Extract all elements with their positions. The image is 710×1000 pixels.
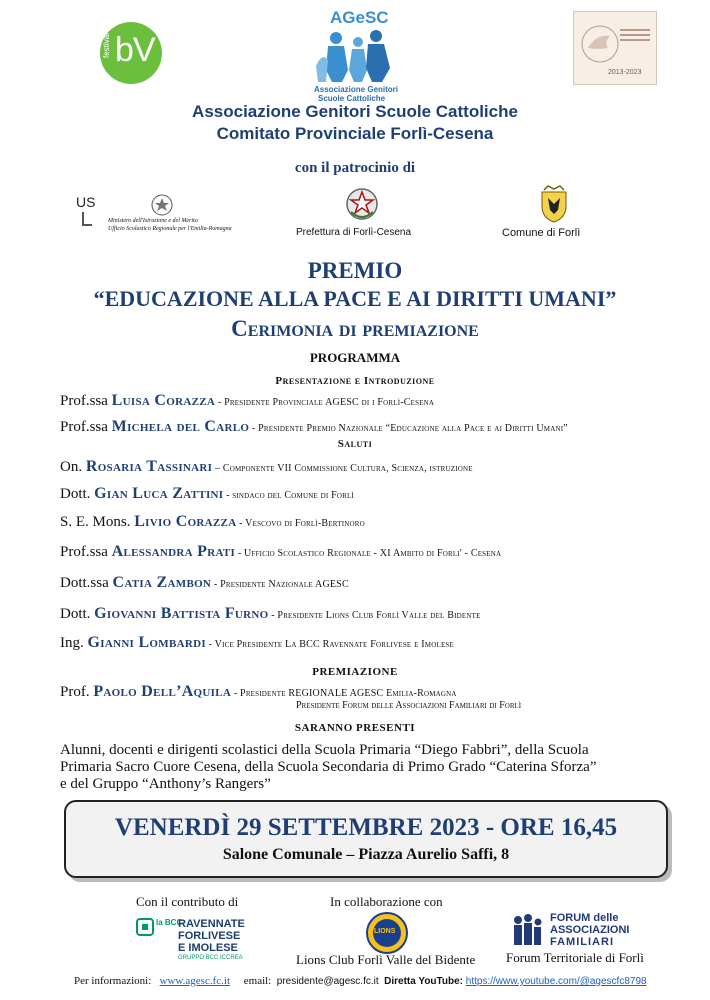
title-premio: PREMIO <box>307 258 403 283</box>
email-label: email: <box>243 975 272 987</box>
presenti-line: Primaria Sacro Cuore Cesena, della Scuola Secondaria di Primo Grado “Caterina Sforza” <box>60 759 597 775</box>
speaker-row <box>60 634 454 652</box>
speaker-role: - sindaco del Comune di Forlì <box>223 490 355 501</box>
patronage-label: con il patrocinio di <box>294 160 416 176</box>
programma-heading: PROGRAMMA <box>309 350 401 365</box>
speaker-honorific: Prof. <box>60 684 94 700</box>
prefecture-emblem-icon <box>345 186 379 222</box>
speaker-role: - Vice Presidente La BCC Ravennate Forlivese e Imolese <box>205 639 454 650</box>
speaker-row <box>60 574 349 592</box>
speaker-row <box>60 418 568 436</box>
speaker-role: - Presidente Premio Nazionale “Educazione alla Pace e ai Diritti Umani” <box>249 423 568 434</box>
speaker-name: Paolo Dell’Aquila <box>93 683 232 700</box>
org-name: Associazione Genitori Scuole Cattoliche <box>192 102 518 121</box>
agesc-logo-text: AGeSC <box>330 8 389 27</box>
footer-info <box>74 975 647 987</box>
bcc-name-line3: E IMOLESE <box>178 942 238 954</box>
speaker-name: Livio Corazza <box>134 513 237 530</box>
event-date: VENERDÌ 29 SETTEMBRE 2023 - ORE 16,45 <box>114 814 618 841</box>
family-group-icon <box>510 914 546 948</box>
forum-name-line1: FORUM delle <box>550 912 619 924</box>
speaker-role: - Ufficio Scolastico Regionale - XI Ambito di Forli' - Cesena <box>235 548 502 559</box>
bcc-logo <box>136 914 256 966</box>
bcc-name-line2: FORLIVESE <box>178 930 241 942</box>
seal-years: 2013-2023 <box>608 69 642 76</box>
youtube-label: Diretta YouTube: <box>384 976 464 987</box>
section-intro: Presentazione e Introduzione <box>275 375 435 387</box>
speaker-row <box>60 605 481 623</box>
presenti-text <box>60 742 700 793</box>
festival-logo-small: festival <box>102 33 111 58</box>
speaker-honorific: On. <box>60 459 86 475</box>
prefecture-label: Prefettura di Forlì-Cesena <box>296 227 412 238</box>
speaker-honorific: Ing. <box>60 635 88 651</box>
forum-name-line2: ASSOCIAZIONI <box>550 924 630 936</box>
org-committee: Comitato Provinciale Forlì-Cesena <box>216 124 494 143</box>
speaker-name: Gianni Lombardi <box>87 634 206 651</box>
speaker-row <box>60 683 457 701</box>
youtube-link[interactable]: https://www.youtube.com/@agescfc8798 <box>465 976 647 987</box>
speaker-honorific: Prof.ssa <box>60 419 112 435</box>
bcc-symbol-icon <box>136 918 154 936</box>
speaker-role: - Presidente Lions Club Forlì Valle del Bidente <box>268 610 481 621</box>
lions-logo <box>366 912 408 954</box>
section-saluti: Saluti <box>337 438 373 450</box>
lions-badge-text: LIONS <box>374 928 396 935</box>
speaker-name: Giovanni Battista Furno <box>94 605 269 622</box>
collab-label: In collaborazione con <box>330 894 443 909</box>
comune-label: Comune di Forlì <box>502 227 581 239</box>
speaker-name: Michela del Carlo <box>111 418 250 435</box>
speaker-honorific: Prof.ssa <box>60 544 112 560</box>
speaker-role: – Componente VII Commissione Cultura, Scienza, istruzione <box>212 463 473 474</box>
us-logo <box>76 194 96 228</box>
speaker-role: - Presidente REGIONALE AGESC Emilia-Romagna <box>231 688 457 699</box>
speaker-name: Luisa Corazza <box>111 392 216 409</box>
dove-icon <box>580 22 620 66</box>
presenti-line: Alunni, docenti e dirigenti scolastici della Scuola Primaria “Diego Fabbri”, della Scuola <box>60 742 589 758</box>
speaker-row <box>60 513 365 531</box>
ministry-label: Ministero dell'Istruzione e del Merito <box>108 218 198 224</box>
contrib-label: Con il contributo di <box>136 894 239 909</box>
section-presenti: SARANNO PRESENTI <box>294 722 416 734</box>
speaker-row <box>60 485 354 503</box>
bcc-group: GRUPPO BCC ICCREA <box>178 955 243 961</box>
title-ceremony: Cerimonia di premiazione <box>231 316 479 341</box>
forum-name-line3: FAMILIARI <box>550 936 614 948</box>
speaker-honorific: Dott. <box>60 606 95 622</box>
agesc-logo-sub1: Associazione Genitori <box>314 85 399 94</box>
section-premiazione: PREMIAZIONE <box>312 666 398 678</box>
comune-crest-icon <box>536 184 572 224</box>
speaker-name: Gian Luca Zattini <box>94 485 224 502</box>
speaker-row <box>60 458 473 476</box>
speaker-role: - Vescovo di Forlì-Bertinoro <box>236 518 365 529</box>
forum-logo <box>510 912 690 952</box>
speaker-name: Catia Zambon <box>112 574 212 591</box>
presenti-line: e del Gruppo “Anthony’s Rangers” <box>60 776 271 792</box>
speaker-row <box>60 392 434 410</box>
title-award-name: “EDUCAZIONE ALLA PACE E AI DIRITTI UMANI” <box>93 286 617 311</box>
italy-emblem-icon <box>150 192 174 218</box>
event-place: Salone Comunale – Piazza Aurelio Saffi, 8 <box>222 846 510 863</box>
speaker-honorific: Dott. <box>60 486 95 502</box>
event-box <box>64 800 668 878</box>
speaker-honorific: Dott.ssa <box>60 575 113 591</box>
seal-text-lines <box>620 26 650 44</box>
website-link[interactable]: www.agesc.fc.it <box>159 975 230 987</box>
speaker-row <box>60 543 501 561</box>
speaker-role-extra: Presidente Forum delle Associazioni Familiari di Forlì <box>296 700 522 711</box>
speaker-honorific: S. E. Mons. <box>60 514 135 530</box>
info-label: Per informazioni: <box>74 975 152 987</box>
agesc-logo-sub2: Scuole Cattoliche <box>318 94 386 103</box>
family-silhouettes-icon <box>312 30 398 84</box>
bcc-name-line1: RAVENNATE <box>178 918 245 930</box>
festival-logo <box>100 22 162 84</box>
email-address[interactable]: presidente@agesc.fc.it <box>276 976 379 987</box>
festival-logo-main: bV <box>115 31 155 69</box>
anniversary-seal <box>573 11 657 85</box>
ministry-sublabel: Ufficio Scolastico Regionale per l'Emilia-Romagna <box>108 226 232 232</box>
speaker-role: - Presidente Nazionale AGESC <box>211 579 349 590</box>
forum-sub-label: Forum Territoriale di Forlì <box>506 950 644 965</box>
lions-label: Lions Club Forlì Valle del Bidente <box>296 952 476 967</box>
bcc-mark: la BCC <box>156 918 183 927</box>
speaker-role: - Presidente Provinciale AGESC di i Forlì-Cesena <box>215 397 435 408</box>
speaker-name: Rosaria Tassinari <box>85 458 213 475</box>
us-logo-mark <box>82 212 92 226</box>
speaker-name: Alessandra Prati <box>111 543 236 560</box>
agesc-logo <box>300 6 410 102</box>
speaker-honorific: Prof.ssa <box>60 393 112 409</box>
us-logo-text: US <box>76 194 96 210</box>
